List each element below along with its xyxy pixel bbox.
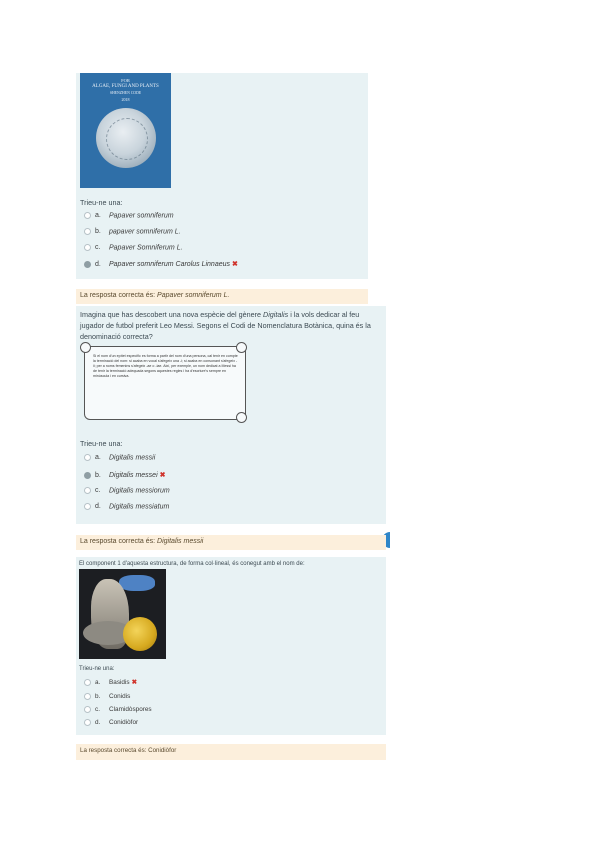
wrong-answer-icon: ✖	[232, 261, 238, 268]
q2-option-a[interactable]: a. Digitalis messii	[84, 454, 155, 461]
book-line-1: FOR	[121, 78, 130, 83]
radio-button-selected[interactable]	[84, 261, 91, 268]
q2-option-d[interactable]: d. Digitalis messiatum	[84, 503, 169, 510]
q2-question-text: Imagina que has descobert una nova espècie del gènere Digitalis i la vols dedicar al feu jugador de futbol preferit Leo Messi. Segons el Codi de Nomenclatura Botànica, quina és la denominació correcta?	[80, 310, 371, 341]
book-cover-image	[80, 73, 171, 188]
option-text: Clamidòspores	[109, 706, 152, 714]
radio-button[interactable]	[84, 679, 91, 686]
book-line-4: 2018	[121, 97, 130, 102]
radio-button[interactable]	[84, 212, 91, 219]
option-text: papaver somniferum L.	[109, 228, 181, 236]
radio-button[interactable]	[84, 706, 91, 713]
q3-feedback: La resposta correcta és: Conidiòfor	[76, 744, 386, 760]
correct-answer: Conidiòfor	[148, 747, 177, 754]
correct-answer: Papaver somniferum L.	[157, 292, 230, 299]
photo-sky-region	[119, 575, 155, 591]
scroll-curl-top-right	[236, 342, 247, 353]
scroll-curl-bottom-right	[236, 412, 247, 423]
radio-button[interactable]	[84, 228, 91, 235]
option-text: Digitalis messii	[109, 454, 156, 462]
option-text: Digitalis messiorum	[109, 487, 170, 495]
q2-option-c[interactable]: c. Digitalis messiorum	[84, 487, 170, 494]
option-text: Papaver Somniferum L.	[109, 244, 183, 252]
q3-option-c[interactable]: c. Clamidòspores	[84, 706, 152, 713]
wrong-answer-icon: ✖	[159, 472, 166, 479]
option-text: Basidis	[109, 679, 130, 686]
q3-option-d[interactable]: d. Conidiòfor	[84, 719, 138, 726]
radio-button[interactable]	[84, 719, 91, 726]
q1-prompt: Trieu-ne una:	[80, 198, 123, 207]
radio-button[interactable]	[84, 454, 91, 461]
fungal-structure-photo	[79, 569, 166, 659]
radio-button[interactable]	[84, 487, 91, 494]
correct-answer: Digitalis messii	[157, 538, 204, 545]
q3-option-a[interactable]: a. Basidis ✖	[84, 678, 137, 686]
q3-prompt: Trieu-ne una:	[79, 666, 115, 672]
q1-option-b[interactable]: b. papaver somniferum L.	[84, 228, 181, 235]
q3-option-b[interactable]: b. Conidis	[84, 693, 130, 700]
q1-feedback: La resposta correcta és: Papaver somniferum L.	[76, 289, 368, 304]
option-text: Conidiòfor	[109, 719, 139, 727]
radio-button[interactable]	[84, 693, 91, 700]
photo-sphere	[123, 617, 157, 651]
radio-button[interactable]	[84, 244, 91, 251]
option-text: Digitalis messiatum	[109, 503, 170, 511]
q1-option-a[interactable]: a. Papaver somniferum	[84, 212, 174, 219]
option-text: Papaver somniferum Carolus Linnaeus	[109, 261, 231, 268]
q2-feedback: La resposta correcta és: Digitalis messii	[76, 535, 386, 550]
q3-question-text: El component 1 d'aquesta estructura, de forma col·lineal, és conegut amb el nom de:	[79, 561, 305, 567]
q1-option-c[interactable]: c. Papaver Somniferum L.	[84, 244, 183, 251]
scroll-curl-top-left	[80, 342, 91, 353]
book-line-3: SHENZHEN CODE	[109, 91, 142, 95]
q2-option-b[interactable]: b. Digitalis messei ✖	[84, 471, 166, 479]
nomenclature-rule-scroll	[84, 346, 246, 420]
scroll-rule-text: Si el nom d'un epítet específic es forma a partir del nom d'una persona, cal tenir en compte la terminació del nom: si acaba en vocal s'afegeix una -i; si acaba en consonant s'afegeix -ii; per a noms femenins s'afegeix -ae o -iae. Així, per exemple, un nom dedicat a Messi ha de tenir la terminació adequada segons aquestes regles i ha d'escriure's sempre en minúscula i en cursiva.	[93, 354, 238, 379]
seal-emblem-icon	[96, 108, 156, 168]
option-text: Digitalis messei	[109, 472, 158, 479]
radio-button[interactable]	[84, 503, 91, 510]
option-text: Conidis	[109, 693, 131, 701]
book-line-2: ALGAE, FUNGI AND PLANTS	[92, 84, 159, 89]
option-text: Papaver somniferum	[109, 212, 174, 220]
q1-option-d[interactable]: d. Papaver somniferum Carolus Linnaeus ✖	[84, 260, 238, 268]
wrong-answer-icon: ✖	[131, 679, 137, 686]
radio-button-selected[interactable]	[84, 472, 91, 479]
q2-prompt: Trieu-ne una:	[80, 439, 123, 448]
